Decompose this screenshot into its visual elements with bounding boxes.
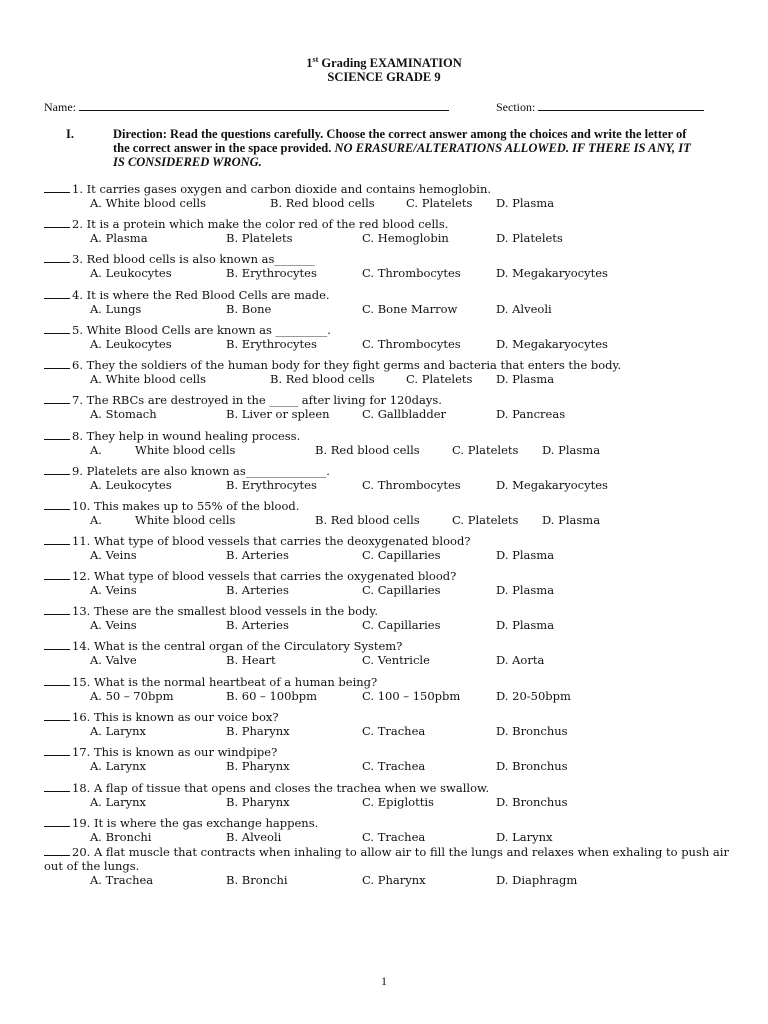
name-field[interactable] (44, 99, 449, 115)
question-stem (44, 534, 734, 548)
option-2: B. 60 – 100bpm (226, 689, 318, 703)
section-field[interactable] (496, 99, 704, 115)
question-stem (44, 781, 734, 795)
option-4: D. 20-50bpm (496, 689, 571, 703)
question-text: 5. White Blood Cells are known as _________. (72, 323, 331, 337)
option-row (44, 337, 734, 351)
option-1: A. Larynx (90, 724, 146, 738)
question-2 (44, 217, 734, 245)
question-10 (44, 499, 734, 527)
option-4: D. Diaphragm (496, 873, 578, 887)
question-text: 18. A flap of tissue that opens and closes the trachea when we swallow. (72, 781, 490, 795)
question-text: 8. They help in wound healing process. (72, 429, 301, 443)
option-2: White blood cells (135, 513, 236, 527)
option-row (44, 266, 734, 280)
option-3: C. Platelets (406, 372, 473, 386)
question-stem (44, 323, 734, 337)
direction-text: Direction: Read the questions carefully. Choose the correct answer among the choices and write the letter of the correct answer in the space provided. NO ERASURE/ALTERATIONS ALLOWED. IF THERE IS ANY, IT IS CONSIDERED WRONG. (113, 127, 691, 169)
option-4: D. Megakaryocytes (496, 478, 608, 492)
option-1: A. 50 – 70bpm (90, 689, 174, 703)
answer-blank[interactable] (44, 252, 70, 263)
question-stem (44, 569, 734, 583)
option-4: D. Plasma (496, 372, 555, 386)
option-2: B. Erythrocytes (226, 337, 317, 351)
option-1: A. (90, 513, 102, 527)
question-12 (44, 569, 734, 597)
question-stem (44, 745, 734, 759)
option-row (44, 873, 734, 887)
answer-blank[interactable] (44, 217, 70, 228)
option-2: B. Heart (226, 653, 276, 667)
option-1: A. Larynx (90, 759, 146, 773)
option-3: C. Ventricle (362, 653, 430, 667)
question-text: 13. These are the smallest blood vessels in the body. (72, 604, 379, 618)
question-stem (44, 499, 734, 513)
question-text: 10. This makes up to 55% of the blood. (72, 499, 300, 513)
answer-blank[interactable] (44, 569, 70, 580)
section-blank[interactable] (538, 99, 704, 111)
question-20 (44, 845, 734, 887)
option-1: A. Leukocytes (90, 337, 172, 351)
option-row (44, 724, 734, 738)
question-8 (44, 429, 734, 457)
question-stem (44, 464, 734, 478)
question-text: 9. Platelets are also known as______________. (72, 464, 330, 478)
option-4: D. Platelets (496, 231, 563, 245)
option-4: C. Platelets (452, 443, 519, 457)
question-text: 15. What is the normal heartbeat of a human being? (72, 675, 378, 689)
option-1: A. Stomach (90, 407, 157, 421)
answer-blank[interactable] (44, 845, 70, 856)
question-stem (44, 816, 734, 830)
answer-blank[interactable] (44, 288, 70, 299)
option-row (44, 513, 734, 527)
question-stem (44, 393, 734, 407)
question-text: 1. It carries gases oxygen and carbon dioxide and contains hemoglobin. (72, 182, 492, 196)
option-row (44, 759, 734, 773)
option-4: D. Megakaryocytes (496, 337, 608, 351)
answer-blank[interactable] (44, 182, 70, 193)
option-2: B. Liver or spleen (226, 407, 330, 421)
option-3: C. Hemoglobin (362, 231, 449, 245)
option-row (44, 795, 734, 809)
question-text: 14. What is the central organ of the Circulatory System? (72, 639, 403, 653)
question-stem (44, 845, 744, 873)
question-17 (44, 745, 734, 773)
option-4: D. Pancreas (496, 407, 566, 421)
page-number: 1 (381, 974, 387, 988)
option-row (44, 478, 734, 492)
question-text: 19. It is where the gas exchange happens. (72, 816, 319, 830)
option-4: D. Larynx (496, 830, 553, 844)
answer-blank[interactable] (44, 675, 70, 686)
question-text: 3. Red blood cells is also known as_______ (72, 252, 315, 266)
option-3: C. Trachea (362, 830, 426, 844)
question-stem (44, 604, 734, 618)
question-text: 11. What type of blood vessels that carries the deoxygenated blood? (72, 534, 471, 548)
question-9 (44, 464, 734, 492)
question-stem (44, 358, 734, 372)
option-5: D. Plasma (542, 513, 601, 527)
question-stem (44, 252, 734, 266)
question-text: 20. A flat muscle that contracts when inhaling to allow air to fill the lungs and relaxes when exhaling to push air out of the lungs. (44, 845, 729, 873)
option-2: B. Erythrocytes (226, 478, 317, 492)
question-stem (44, 710, 734, 724)
question-stem (44, 675, 734, 689)
option-2: B. Red blood cells (270, 372, 375, 386)
option-1: A. Larynx (90, 795, 146, 809)
question-text: 2. It is a protein which make the color red of the red blood cells. (72, 217, 449, 231)
question-text: 4. It is where the Red Blood Cells are made. (72, 288, 330, 302)
name-blank[interactable] (79, 99, 449, 111)
option-3: C. Thrombocytes (362, 478, 461, 492)
question-1 (44, 182, 734, 210)
option-3: B. Red blood cells (315, 513, 420, 527)
question-text: 6. They the soldiers of the human body for they fight germs and bacteria that enters the body. (72, 358, 622, 372)
option-2: B. Bone (226, 302, 272, 316)
option-row (44, 548, 734, 562)
option-4: D. Bronchus (496, 795, 568, 809)
option-2: B. Arteries (226, 548, 289, 562)
question-text: 7. The RBCs are destroyed in the _____ after living for 120days. (72, 393, 442, 407)
question-14 (44, 639, 734, 667)
answer-blank[interactable] (44, 816, 70, 827)
option-row (44, 196, 734, 210)
option-1: A. Veins (90, 618, 137, 632)
direction-warning: NO ERASURE/ALTERATIONS ALLOWED. IF THERE IS ANY, IT IS CONSIDERED WRONG. (113, 141, 691, 169)
exam-subtitle: SCIENCE GRADE 9 (327, 70, 441, 84)
answer-blank[interactable] (44, 534, 70, 545)
name-label: Name: (44, 100, 76, 114)
answer-blank[interactable] (44, 781, 70, 792)
option-3: C. Trachea (362, 724, 426, 738)
question-text: 16. This is known as our voice box? (72, 710, 279, 724)
option-3: C. Thrombocytes (362, 337, 461, 351)
option-2: B. Pharynx (226, 724, 290, 738)
option-2: White blood cells (135, 443, 236, 457)
option-2: B. Red blood cells (270, 196, 375, 210)
section-label: Section: (496, 100, 536, 114)
option-1: A. Veins (90, 548, 137, 562)
option-3: C. Gallbladder (362, 407, 447, 421)
direction-number: I. (66, 127, 74, 141)
option-3: C. Capillaries (362, 583, 441, 597)
question-stem (44, 182, 734, 196)
answer-blank[interactable] (44, 323, 70, 334)
answer-blank[interactable] (44, 604, 70, 615)
answer-blank[interactable] (44, 393, 70, 404)
option-3: C. Capillaries (362, 548, 441, 562)
option-5: D. Plasma (542, 443, 601, 457)
option-3: C. Trachea (362, 759, 426, 773)
option-row (44, 372, 734, 386)
option-row (44, 443, 734, 457)
option-row (44, 830, 734, 844)
option-3: C. Bone Marrow (362, 302, 458, 316)
question-stem (44, 429, 734, 443)
question-stem (44, 288, 734, 302)
option-4: D. Megakaryocytes (496, 266, 608, 280)
option-2: B. Erythrocytes (226, 266, 317, 280)
question-7 (44, 393, 734, 421)
question-19 (44, 816, 734, 844)
option-3: C. Pharynx (362, 873, 426, 887)
option-3: C. Thrombocytes (362, 266, 461, 280)
option-row (44, 618, 734, 632)
answer-blank[interactable] (44, 429, 70, 440)
answer-blank[interactable] (44, 499, 70, 510)
option-1: A. Trachea (90, 873, 154, 887)
option-3: C. Capillaries (362, 618, 441, 632)
answer-blank[interactable] (44, 358, 70, 369)
option-2: B. Pharynx (226, 759, 290, 773)
question-15 (44, 675, 734, 703)
answer-blank[interactable] (44, 745, 70, 756)
option-1: A. Lungs (90, 302, 142, 316)
option-4: D. Alveoli (496, 302, 552, 316)
question-text: 12. What type of blood vessels that carries the oxygenated blood? (72, 569, 457, 583)
option-3: C. Platelets (406, 196, 473, 210)
option-4: D. Plasma (496, 583, 555, 597)
question-3 (44, 252, 734, 280)
option-4: D. Bronchus (496, 759, 568, 773)
answer-blank[interactable] (44, 639, 70, 650)
option-2: B. Alveoli (226, 830, 282, 844)
option-row (44, 583, 734, 597)
answer-blank[interactable] (44, 464, 70, 475)
option-2: B. Arteries (226, 618, 289, 632)
option-row (44, 302, 734, 316)
option-4: D. Aorta (496, 653, 545, 667)
option-1: A. Plasma (90, 231, 148, 245)
option-2: B. Bronchi (226, 873, 288, 887)
exam-title: 1st Grading EXAMINATION (306, 55, 462, 71)
option-4: D. Bronchus (496, 724, 568, 738)
option-1: A. Valve (90, 653, 137, 667)
option-row (44, 653, 734, 667)
question-16 (44, 710, 734, 738)
option-row (44, 689, 734, 703)
question-5 (44, 323, 734, 351)
option-4: C. Platelets (452, 513, 519, 527)
question-6 (44, 358, 734, 386)
option-4: D. Plasma (496, 548, 555, 562)
option-1: A. Leukocytes (90, 478, 172, 492)
option-1: A. White blood cells (90, 372, 207, 386)
question-text: 17. This is known as our windpipe? (72, 745, 278, 759)
option-1: A. (90, 443, 102, 457)
option-3: C. 100 – 150pbm (362, 689, 461, 703)
option-2: B. Arteries (226, 583, 289, 597)
option-2: B. Platelets (226, 231, 293, 245)
question-stem (44, 217, 734, 231)
option-4: D. Plasma (496, 196, 555, 210)
option-row (44, 407, 734, 421)
question-11 (44, 534, 734, 562)
option-1: A. Bronchi (90, 830, 152, 844)
question-13 (44, 604, 734, 632)
option-1: A. Leukocytes (90, 266, 172, 280)
option-2: B. Pharynx (226, 795, 290, 809)
question-4 (44, 288, 734, 316)
answer-blank[interactable] (44, 710, 70, 721)
option-1: A. Veins (90, 583, 137, 597)
question-stem (44, 639, 734, 653)
option-row (44, 231, 734, 245)
option-3: C. Epiglottis (362, 795, 434, 809)
question-18 (44, 781, 734, 809)
option-4: D. Plasma (496, 618, 555, 632)
option-3: B. Red blood cells (315, 443, 420, 457)
option-1: A. White blood cells (90, 196, 207, 210)
